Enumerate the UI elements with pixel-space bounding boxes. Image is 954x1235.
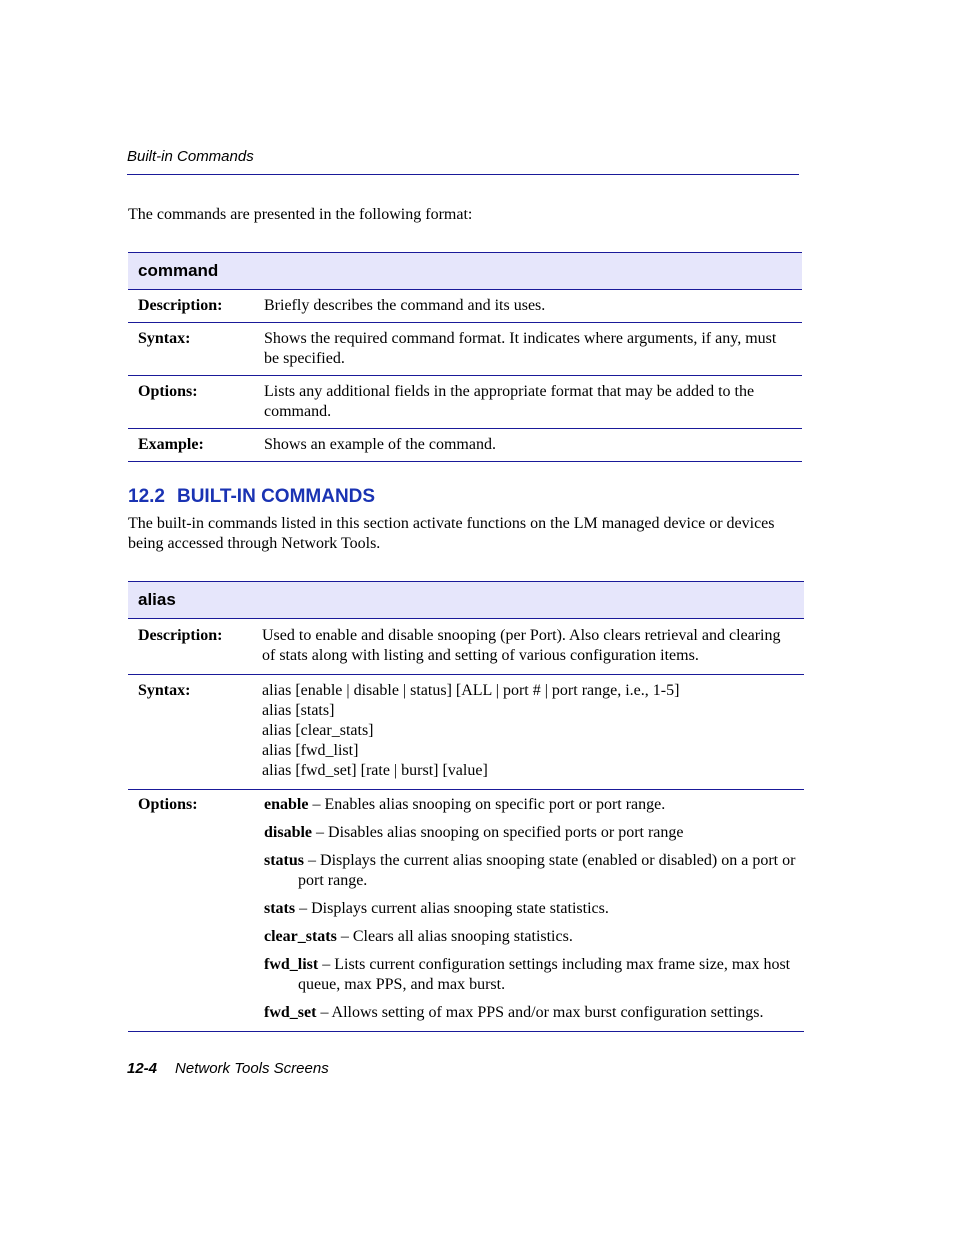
option-item xyxy=(264,899,804,919)
option-text: – Clears all alias snooping statistics. xyxy=(336,928,573,945)
row-text: Shows an example of the command. xyxy=(264,429,802,462)
table-row xyxy=(128,790,804,1032)
option-text: – Allows setting of max PPS and/or max burst configuration settings. xyxy=(316,1004,764,1021)
row-text: Shows the required command format. It indicates where arguments, if any, must be specified. xyxy=(264,323,802,376)
options-block xyxy=(262,790,804,1032)
format-table-header xyxy=(128,253,802,290)
format-table xyxy=(128,252,802,462)
table-row xyxy=(128,290,802,323)
alias-table-header xyxy=(128,582,804,619)
option-item xyxy=(264,851,804,891)
table-row xyxy=(128,675,804,790)
section-title: BUILT-IN COMMANDS xyxy=(176,486,376,507)
syntax-line: alias [enable | disable | status] [ALL | port # | port range, i.e., 1-5] xyxy=(262,682,680,699)
row-label: Example: xyxy=(128,429,264,462)
table-row xyxy=(128,323,802,376)
option-term: enable xyxy=(264,796,309,813)
syntax-line: alias [stats] xyxy=(262,702,335,719)
option-text: – Enables alias snooping on specific port or port range. xyxy=(308,796,666,813)
row-label: Description: xyxy=(128,290,264,323)
section-heading xyxy=(128,486,375,508)
option-term: clear_stats xyxy=(264,928,337,945)
page-footer xyxy=(127,1060,329,1077)
syntax-label: Syntax: xyxy=(128,675,262,790)
syntax-block xyxy=(262,675,804,790)
description-label: Description: xyxy=(128,619,262,675)
section-number: 12.2 xyxy=(128,486,165,507)
option-item xyxy=(264,1003,804,1023)
option-text: – Disables alias snooping on specified ports or port range xyxy=(312,824,684,841)
format-table-title: command xyxy=(128,253,802,290)
row-label: Options: xyxy=(128,376,264,429)
section-intro: The built-in commands listed in this section activate functions on the LM managed device or devices being accessed through Network Tools. xyxy=(128,515,775,552)
footer-title: Network Tools Screens xyxy=(175,1060,329,1077)
option-text: – Displays the current alias snooping state (enabled or disabled) on a port or port range. xyxy=(298,852,796,889)
row-text: Lists any additional fields in the appropriate format that may be added to the command. xyxy=(264,376,802,429)
header-rule xyxy=(127,174,799,175)
running-header: Built-in Commands xyxy=(127,148,254,165)
table-row xyxy=(128,429,802,462)
option-item xyxy=(264,955,804,995)
row-label: Syntax: xyxy=(128,323,264,376)
row-text: Briefly describes the command and its uses. xyxy=(264,290,802,323)
syntax-line: alias [fwd_set] [rate | burst] [value] xyxy=(262,762,488,779)
option-term: status xyxy=(264,852,305,869)
alias-table-title: alias xyxy=(128,582,804,619)
alias-table xyxy=(128,581,804,1032)
option-term: fwd_set xyxy=(264,1004,317,1021)
table-row xyxy=(128,376,802,429)
option-term: stats xyxy=(264,900,296,917)
description-text: Used to enable and disable snooping (per Port). Also clears retrieval and clearing of stats along with listing and setting of various configuration items. xyxy=(262,619,804,675)
option-item xyxy=(264,927,804,947)
option-text: – Lists current configuration settings including max frame size, max host queue, max PPS, and max burst. xyxy=(298,956,791,993)
option-term: fwd_list xyxy=(264,956,319,973)
syntax-line: alias [clear_stats] xyxy=(262,722,374,739)
option-text: – Displays current alias snooping state statistics. xyxy=(295,900,609,917)
table-row xyxy=(128,619,804,675)
option-item xyxy=(264,823,804,843)
option-term: disable xyxy=(264,824,313,841)
intro-paragraph: The commands are presented in the following format: xyxy=(128,206,473,223)
syntax-line: alias [fwd_list] xyxy=(262,742,359,759)
option-item xyxy=(264,795,804,815)
options-label: Options: xyxy=(128,790,262,1032)
page-number: 12-4 xyxy=(127,1060,158,1077)
